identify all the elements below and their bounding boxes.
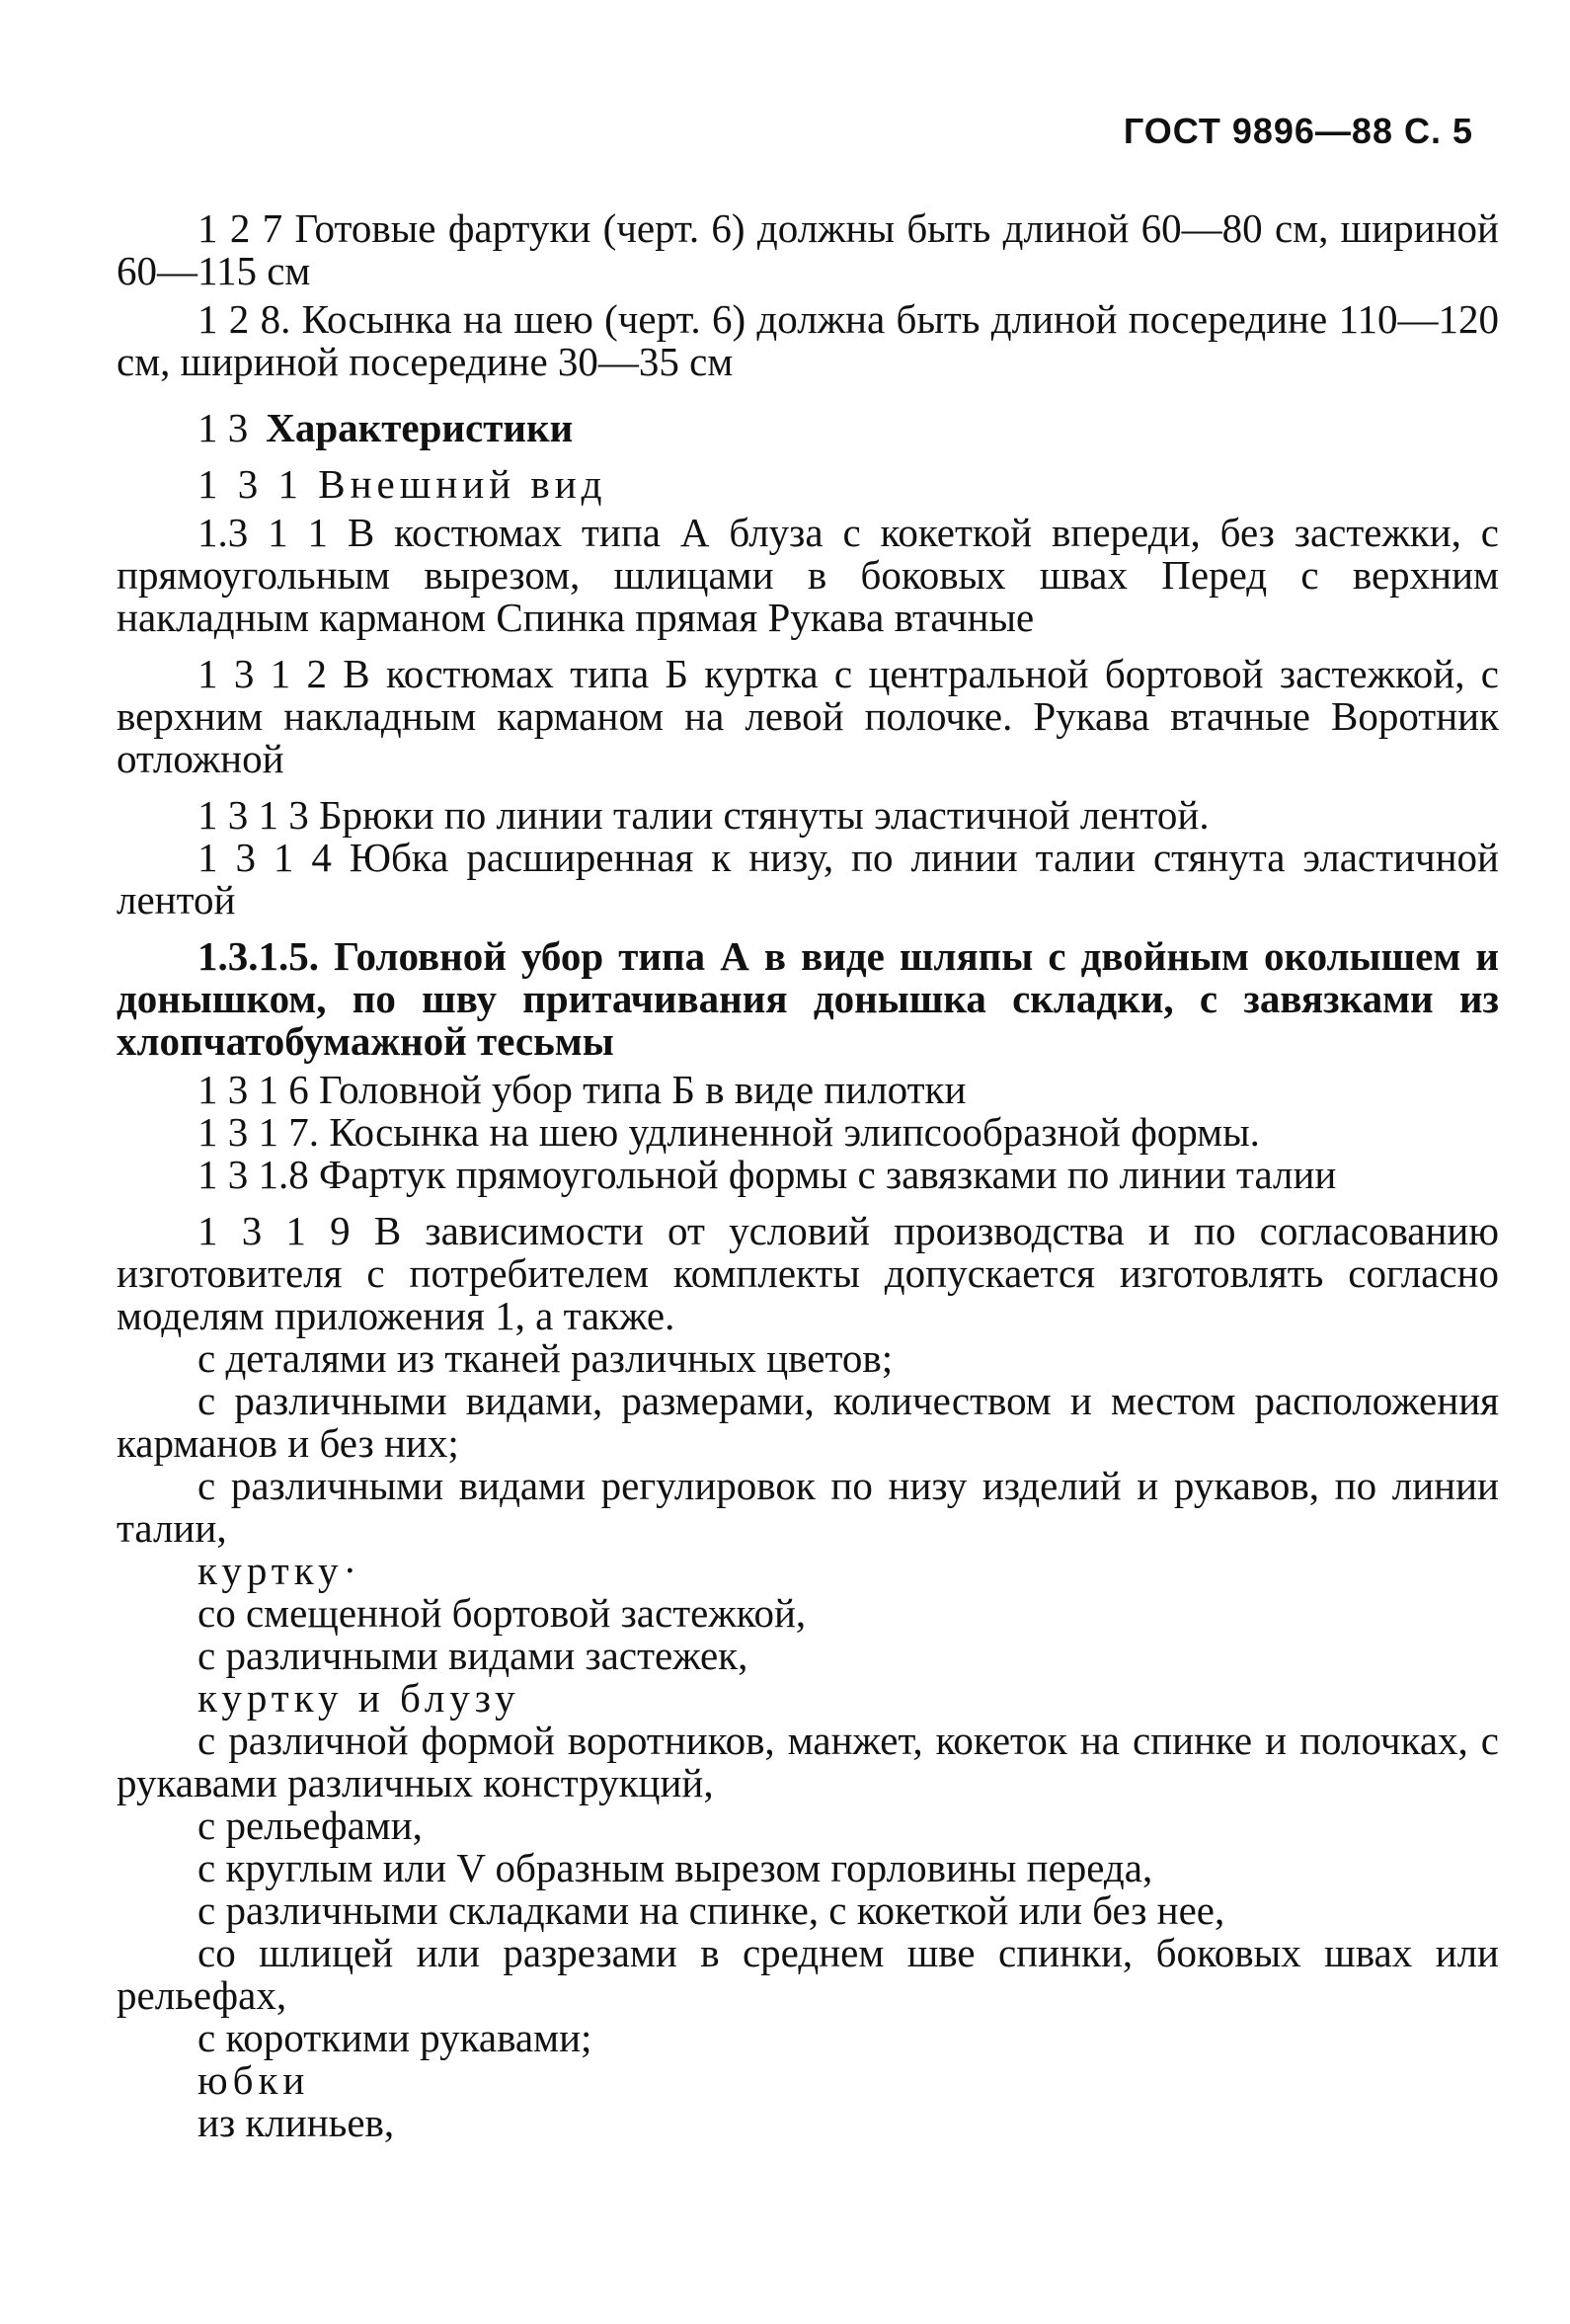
clause-1-3-1-1: 1.3 1 1 В костюмах типа А блуза с кокеткой впереди, без застежки, с прямоугольным вырезом, шлицами в боковых швах Перед с верхним накладным карманом Спинка прямая Рукава втачные: [117, 510, 1499, 640]
section-heading-1-3: [117, 407, 1499, 449]
list-item: со шлицей или разрезами в среднем шве спинки, боковых швах или рельефах,: [117, 1930, 1499, 2018]
list-item: со смещенной бортовой застежкой,: [197, 1590, 807, 1636]
list-item: с круглым или V образным вырезом горловины переда,: [197, 1845, 1153, 1890]
list-item: с деталями из тканей различных цветов;: [197, 1335, 894, 1381]
list-item: с различными видами, размерами, количеством и местом расположения карманов и без них;: [117, 1378, 1499, 1466]
clause-1-3-1-8: 1 3 1.8 Фартук прямоугольной формы с завязками по линии талии: [197, 1152, 1337, 1197]
subsection-heading-1-3-1: 1 3 1 Внешний вид: [197, 461, 607, 507]
clause-1-3-1-7: 1 3 1 7. Косынка на шею удлиненной элипсообразной формы.: [197, 1109, 1260, 1155]
clause-1-3-1-4: 1 3 1 4 Юбка расширенная к низу, по линии талии стянута эластичной лентой: [117, 835, 1499, 922]
list-subheading: юбки: [197, 2057, 310, 2103]
list-item: с короткими рукавами;: [197, 2015, 592, 2060]
list-item: из клиньев,: [197, 2100, 395, 2145]
clause-1-3-1-2: 1 3 1 2 В костюмах типа Б куртка с центральной бортовой застежкой, с верхним накладным карманом на левой полочке. Рукава втачные Воротник отложной: [117, 651, 1499, 781]
clause-1-3-1-9: 1 3 1 9 В зависимости от условий производства и по согласованию изготовителя с потребителем комплекты допускается изготовлять согласно моделям приложения 1, а также.: [117, 1208, 1499, 1338]
list-item: с различными видами застежек,: [197, 1633, 748, 1678]
list-item: с рельефами,: [197, 1803, 423, 1848]
list-subheading: куртку и блузу: [197, 1675, 520, 1721]
clause-1-3-1-6: 1 3 1 6 Головной убор типа Б в виде пилотки: [197, 1067, 967, 1112]
document-body: [117, 207, 1499, 2144]
page-header: ГОСТ 9896—88 С. 5: [1123, 111, 1473, 151]
list-item: с различными складками на спинке, с кокеткой или без нее,: [197, 1887, 1225, 1933]
clause-1-2-8: 1 2 8. Косынка на шею (черт. 6) должна быть длиной посередине 110—120 см, шириной посередине 30—35 см: [117, 296, 1499, 384]
list-item: с различной формой воротников, манжет, кокеток на спинке и полочках, с рукавами различных конструкций,: [117, 1718, 1499, 1805]
list-item: с различными видами регулировок по низу изделий и рукавов, по линии талии,: [117, 1463, 1499, 1551]
section-title: Характеристики: [266, 405, 574, 450]
clause-1-2-7: 1 2 7 Готовые фартуки (черт. 6) должны быть длиной 60—80 см, шириной 60—115 см: [117, 205, 1499, 293]
clause-1-3-1-5: 1.3.1.5. Головной убор типа А в виде шляпы с двойным околышем и донышком, по шву притачивания донышка складки, с завязками из хлопчатобумажной тесьмы: [117, 933, 1499, 1064]
list-subheading: куртку·: [197, 1548, 362, 1593]
section-number: 1 3: [197, 405, 249, 450]
clause-1-3-1-3: 1 3 1 3 Брюки по линии талии стянуты эластичной лентой.: [197, 792, 1210, 838]
